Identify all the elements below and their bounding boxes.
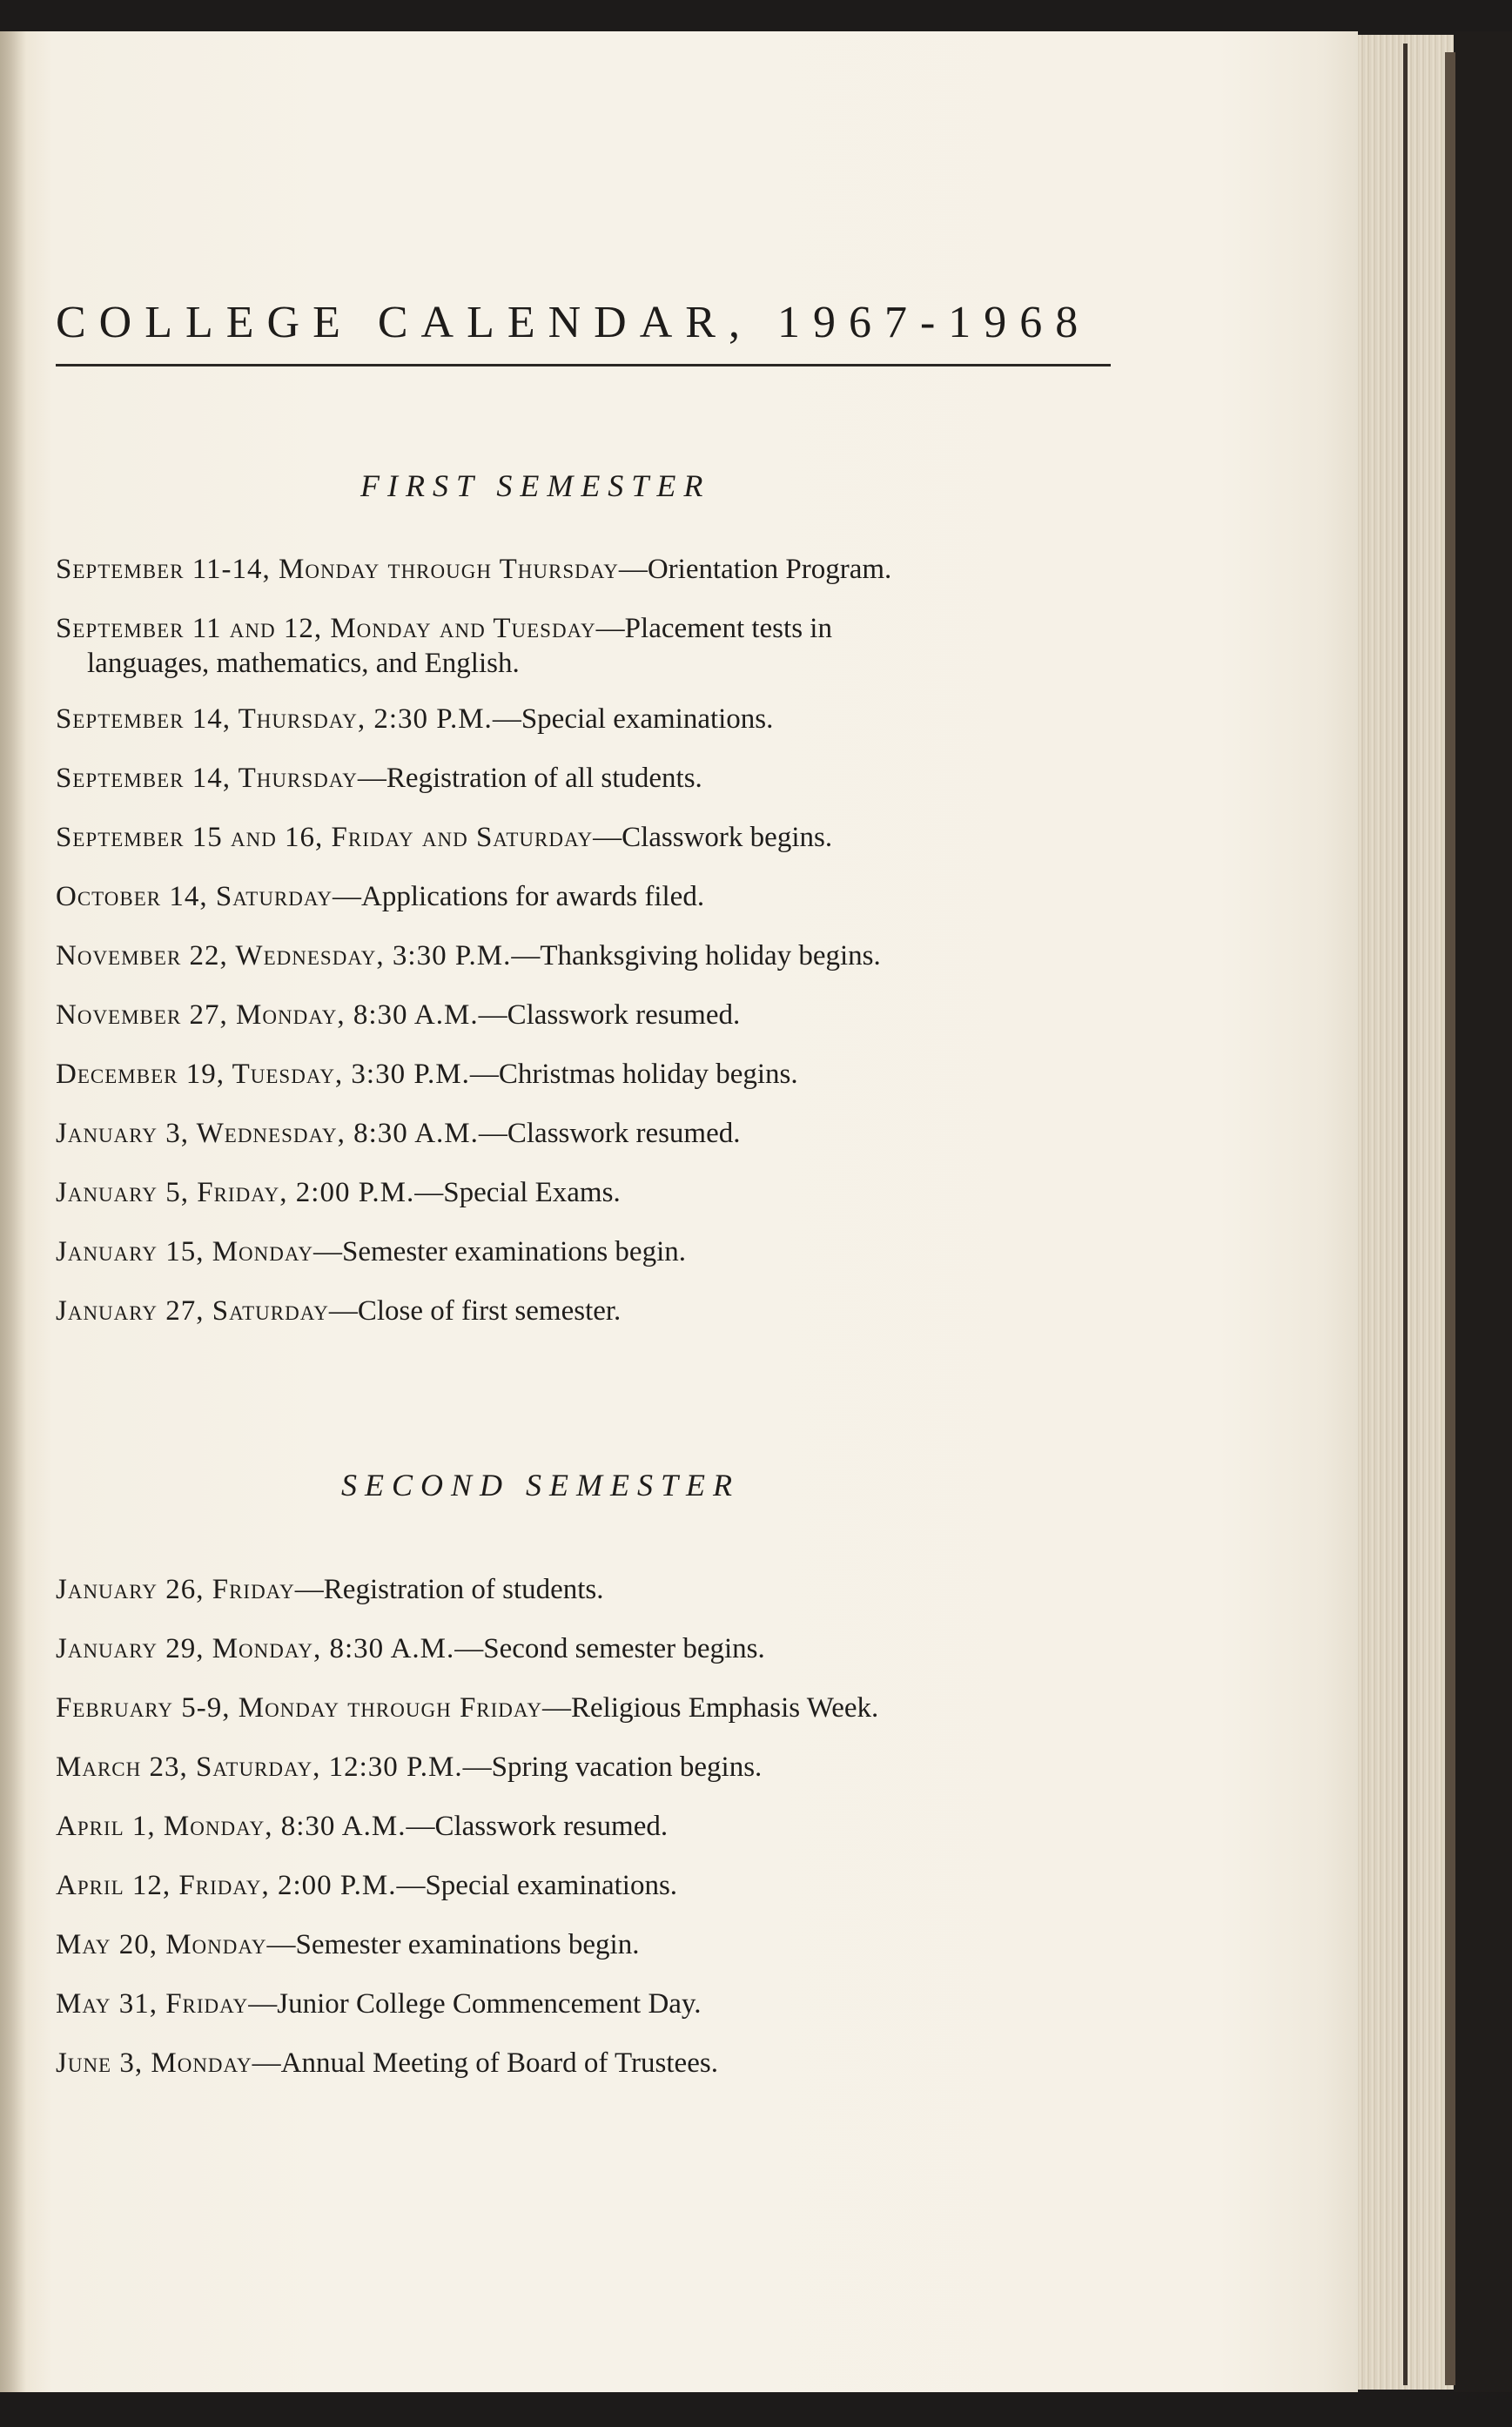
entry-event: —Placement tests in (595, 613, 832, 644)
entry-event: —Thanksgiving holiday begins. (511, 940, 881, 971)
entry-date: September 15 and 16, Friday and Saturday (56, 822, 594, 853)
list-item (56, 552, 1100, 587)
scan-background-right (1455, 31, 1512, 2392)
entry-date: January 15, Monday (56, 1236, 313, 1267)
list-item (56, 879, 1100, 914)
entry-date: February 5-9, Monday through Friday (56, 1692, 543, 1724)
first-semester-heading: FIRST SEMESTER (360, 468, 711, 503)
entry-event: —Junior College Commencement Day. (248, 1988, 702, 2020)
entry-event: —Close of first semester. (328, 1295, 622, 1327)
entry-event: —Semester examinations begin. (266, 1929, 640, 1960)
entry-date: May 20, Monday (56, 1929, 267, 1960)
list-item (56, 938, 1100, 973)
entry-date: January 29, Monday, 8:30 A.M. (56, 1633, 455, 1664)
entry-date: June 3, Monday (56, 2047, 252, 2079)
entry-event: —Classwork begins. (593, 822, 833, 853)
list-item (56, 1572, 1100, 1607)
entry-event: —Semester examinations begin. (313, 1236, 686, 1267)
title-underline (56, 364, 1111, 366)
list-item (56, 1927, 1100, 1962)
entry-date: May 31, Friday (56, 1988, 249, 2020)
entry-date: December 19, Tuesday, 3:30 P.M. (56, 1059, 470, 1090)
entry-date: January 3, Wednesday, 8:30 A.M. (56, 1118, 479, 1149)
entry-event: —Registration of students. (294, 1574, 604, 1605)
entry-event: —Classwork resumed. (406, 1811, 669, 1842)
page-edge-line (1445, 52, 1455, 2385)
entry-event: —Christmas holiday begins. (469, 1059, 798, 1090)
entry-date: September 11-14, Monday through Thursday (56, 554, 619, 585)
entry-event: —Special examinations. (396, 1870, 678, 1901)
entry-date: September 14, Thursday, 2:30 P.M. (56, 703, 493, 735)
list-item (56, 998, 1100, 1032)
list-item (56, 761, 1100, 796)
entry-date: September 14, Thursday (56, 763, 358, 794)
entry-event: —Spring vacation begins. (462, 1751, 763, 1783)
entry-date: September 11 and 12, Monday and Tuesday (56, 613, 596, 644)
entry-date: November 27, Monday, 8:30 A.M. (56, 999, 479, 1031)
list-item (56, 1691, 1100, 1725)
list-item (56, 1750, 1100, 1785)
list-item (56, 1987, 1100, 2021)
list-item (56, 1057, 1100, 1092)
second-semester-heading: SECOND SEMESTER (341, 1468, 740, 1503)
entry-date: April 12, Friday, 2:00 P.M. (56, 1870, 397, 1901)
list-item (56, 1868, 1100, 1903)
list-item (56, 1294, 1100, 1328)
list-item (56, 611, 1100, 681)
entry-event: —Annual Meeting of Board of Trustees. (252, 2047, 718, 2079)
page-gutter-shadow (0, 31, 26, 2392)
scan-background-top (0, 0, 1512, 31)
entry-event: —Orientation Program. (618, 554, 892, 585)
entry-event: —Classwork resumed. (478, 999, 741, 1031)
entry-date: October 14, Saturday (56, 881, 333, 912)
list-item (56, 702, 1100, 736)
entry-date: March 23, Saturday, 12:30 P.M. (56, 1751, 463, 1783)
entry-event: —Second semester begins. (454, 1633, 765, 1664)
entry-date: January 27, Saturday (56, 1295, 329, 1327)
list-item (56, 2046, 1100, 2081)
list-item (56, 1631, 1100, 1666)
list-item (56, 1116, 1100, 1151)
page-title: COLLEGE CALENDAR, 1967-1968 (56, 298, 1092, 347)
list-item (56, 820, 1100, 855)
entry-event: —Registration of all students. (357, 763, 702, 794)
book-page (0, 31, 1358, 2392)
entry-event: —Applications for awards filed. (333, 881, 705, 912)
list-item (56, 1234, 1100, 1269)
entry-date: April 1, Monday, 8:30 A.M. (56, 1811, 407, 1842)
entry-event: —Religious Emphasis Week. (542, 1692, 879, 1724)
scan-background-bottom (0, 2392, 1512, 2427)
entry-date: November 22, Wednesday, 3:30 P.M. (56, 940, 512, 971)
page-edge-line (1403, 44, 1408, 2385)
entry-event: —Special Exams. (414, 1177, 621, 1208)
entry-event: —Special examinations. (492, 703, 774, 735)
entry-event-continued: languages, mathematics, and English. (87, 648, 520, 679)
list-item (56, 1809, 1100, 1844)
entry-date: January 26, Friday (56, 1574, 295, 1605)
entry-event: —Classwork resumed. (478, 1118, 741, 1149)
list-item (56, 1175, 1100, 1210)
entry-date: January 5, Friday, 2:00 P.M. (56, 1177, 415, 1208)
